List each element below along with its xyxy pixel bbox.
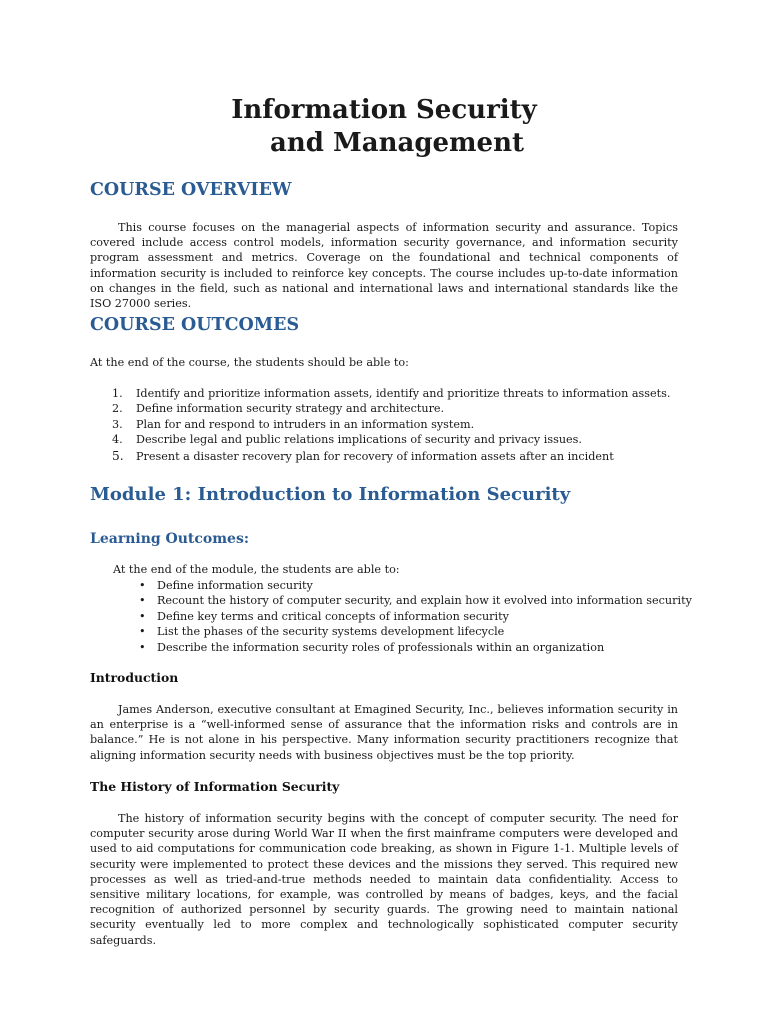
list-item-text: Define information security strategy and architecture. bbox=[136, 402, 445, 416]
list-number: 4. bbox=[112, 433, 123, 447]
title-line-2: and Management bbox=[269, 128, 525, 158]
course-outcomes-intro: At the end of the course, the students should be able to: bbox=[90, 356, 409, 369]
introduction-text: James Anderson, executive consultant at Emagined Security, Inc., believes information security in an enterprise is a “well-informed sense of assurance that the information risks and controls are in balance.” He is not alone in his perspective. Many information security practitioners recognize that aligning information security needs with business objectives must be the top priority. bbox=[90, 703, 678, 762]
list-item bbox=[90, 593, 692, 608]
list-item-text: List the phases of the security systems development lifecycle bbox=[157, 625, 505, 639]
document-title bbox=[0, 94, 768, 160]
list-number: 5. bbox=[112, 448, 124, 463]
list-item bbox=[90, 578, 692, 593]
list-item bbox=[90, 401, 670, 416]
bullet-icon: • bbox=[139, 640, 146, 654]
list-item bbox=[90, 640, 692, 655]
bullet-icon: • bbox=[139, 594, 146, 608]
bullet-icon: • bbox=[139, 579, 146, 592]
list-number: 3. bbox=[112, 417, 123, 431]
list-item-text: Define key terms and critical concepts of information security bbox=[157, 609, 509, 623]
course-overview-text: This course focuses on the managerial aspects of information security and assurance. Topics covered include access control models, information security governance, and information security program assessment and metrics. Coverage on the foundational and technical components of information security is included to reinforce key concepts. The course includes up-to-date information on changes in the field, such as national and international laws and international standards like the ISO 27000 series. bbox=[90, 221, 678, 311]
bullet-icon: • bbox=[139, 609, 146, 623]
list-item-text: Recount the history of computer security, and explain how it evolved into information security bbox=[157, 594, 692, 608]
list-item bbox=[90, 386, 670, 401]
list-item-text: Define information security bbox=[157, 579, 313, 592]
list-item bbox=[90, 417, 670, 432]
learning-outcomes-list bbox=[90, 578, 692, 655]
course-overview-heading: COURSE OVERVIEW bbox=[90, 180, 292, 200]
history-text: The history of information security begins with the concept of computer security. The need for computer security arose during World War II when the first mainframe computers were developed and used to aid computations for communication code breaking, as shown in Figure 1-1. Multiple levels of security were implemented to protect these devices and the missions they served. This required new processes as well as tried-and-true methods needed to maintain data confidentiality. Access to sensitive military locations, for example, was controlled by means of badges, keys, and the facial recognition of authorized personnel by security guards. The growing need to maintain national security eventually led to more complex and technologically sophisticated computer security safeguards. bbox=[90, 812, 678, 947]
course-outcomes-heading: COURSE OUTCOMES bbox=[90, 315, 300, 335]
title-line-1: Information Security bbox=[231, 95, 537, 125]
list-number: 1. bbox=[112, 387, 123, 400]
learning-outcomes-heading: Learning Outcomes: bbox=[90, 531, 250, 547]
list-item-text: Present a disaster recovery plan for recovery of information assets after an incident bbox=[136, 449, 614, 463]
list-item-text: Identify and prioritize information assets, identify and prioritize threats to information assets. bbox=[136, 387, 671, 400]
list-item bbox=[90, 609, 692, 624]
course-outcomes-list bbox=[90, 386, 670, 465]
list-number: 2. bbox=[112, 402, 123, 416]
list-item bbox=[90, 432, 670, 447]
module-1-heading: Module 1: Introduction to Information Security bbox=[90, 484, 571, 505]
learning-outcomes-intro: At the end of the module, the students are able to: bbox=[113, 563, 400, 576]
introduction-heading: Introduction bbox=[90, 670, 179, 685]
list-item-text: Describe the information security roles of professionals within an organization bbox=[157, 640, 605, 654]
history-heading: The History of Information Security bbox=[90, 779, 340, 794]
list-item bbox=[90, 448, 670, 465]
bullet-icon: • bbox=[139, 625, 146, 639]
list-item-text: Plan for and respond to intruders in an information system. bbox=[136, 417, 475, 431]
list-item bbox=[90, 624, 692, 639]
list-item-text: Describe legal and public relations implications of security and privacy issues. bbox=[136, 433, 582, 447]
